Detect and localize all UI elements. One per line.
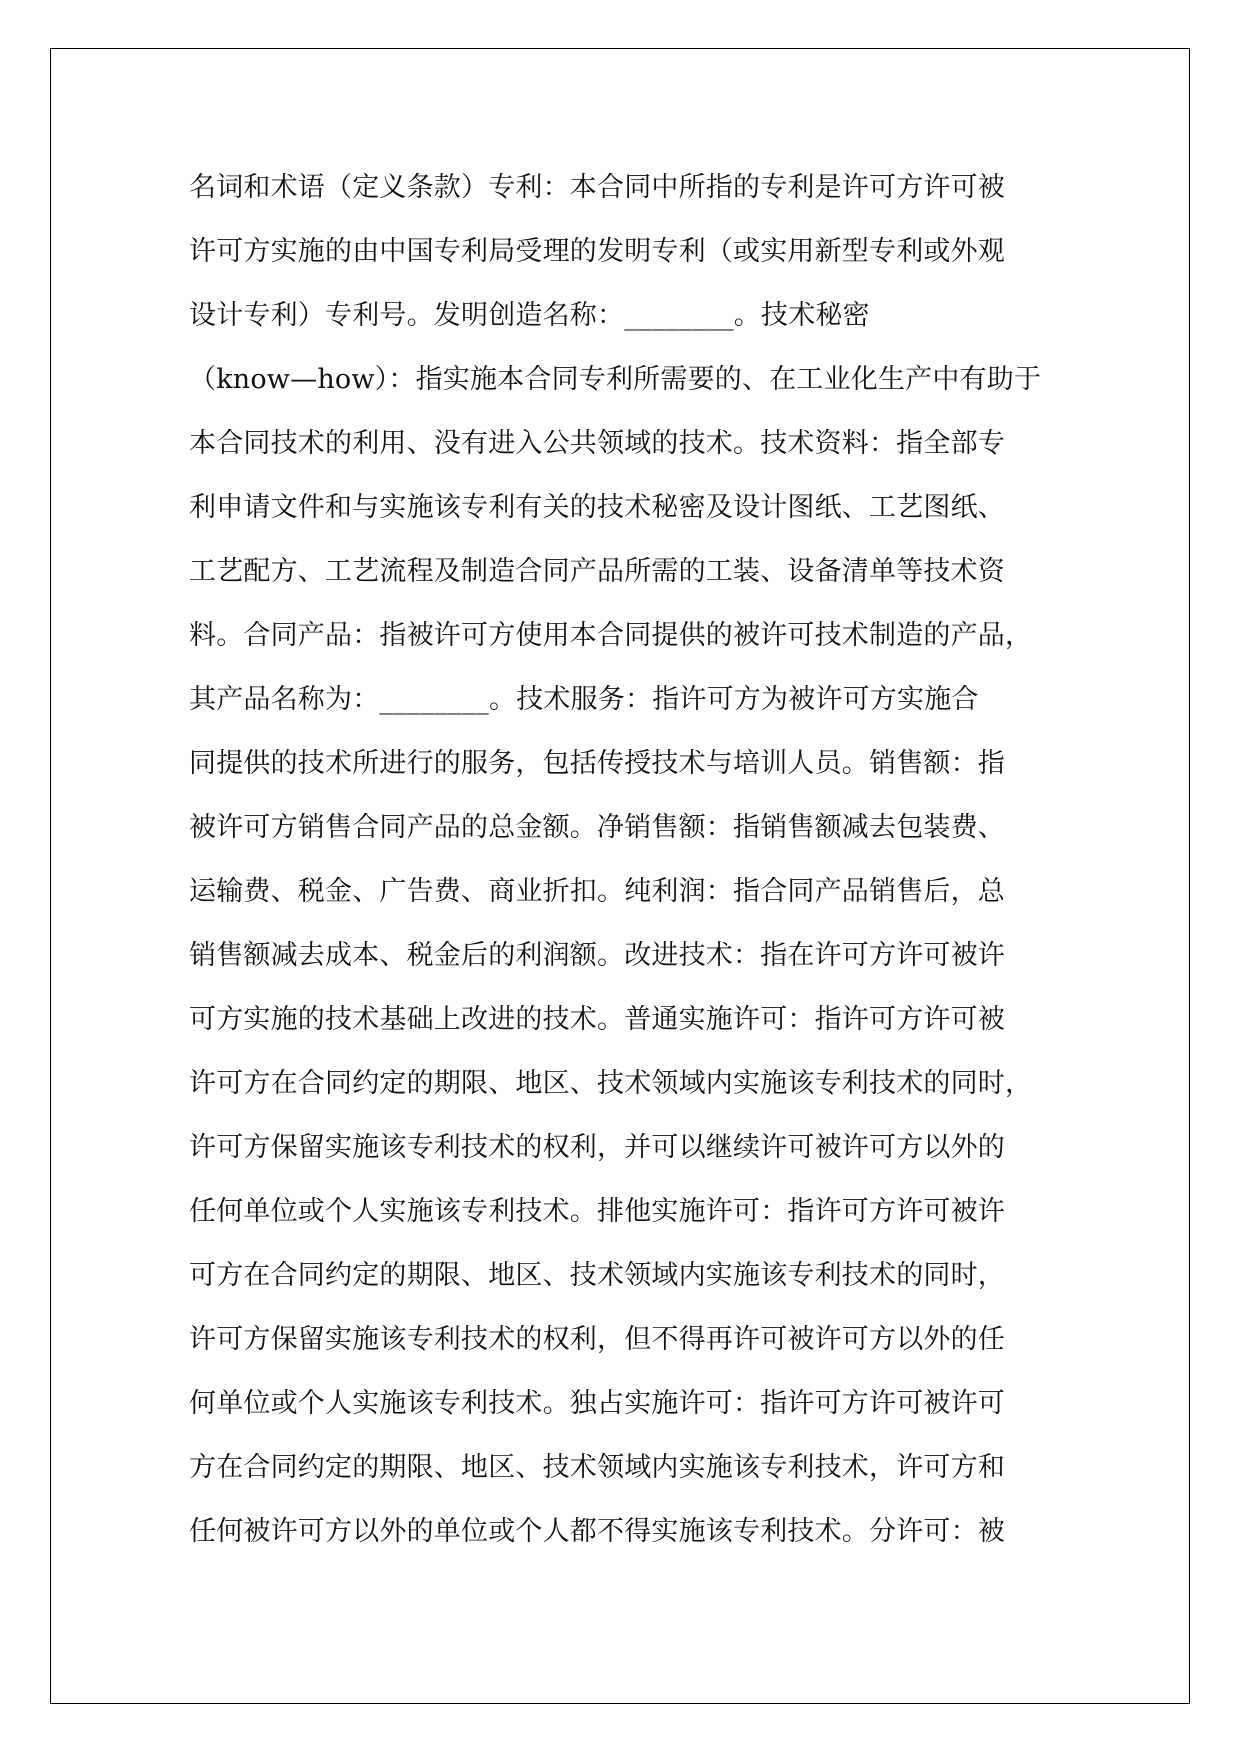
- text-line: 许可方在合同约定的期限、地区、技术领域内实施该专利技术的同时，: [189, 1068, 1033, 1099]
- text-line: 许可方保留实施该专利技术的权利，并可以继续许可被许可方以外的: [189, 1132, 1005, 1163]
- text-line: 料。合同产品：指被许可方使用本合同提供的被许可技术制造的产品，: [189, 620, 1033, 651]
- text-line: （know—how）：指实施本合同专利所需要的、在工业化生产中有助于: [189, 364, 1042, 395]
- text-line: 许可方保留实施该专利技术的权利，但不得再许可被许可方以外的任: [189, 1324, 1005, 1355]
- text-line: 利申请文件和与实施该专利有关的技术秘密及设计图纸、工艺图纸、: [189, 492, 1005, 523]
- text-line: 任何被许可方以外的单位或个人都不得实施该专利技术。分许可：被: [189, 1516, 1005, 1547]
- text-line: 同提供的技术所进行的服务，包括传授技术与培训人员。销售额：指: [189, 748, 1005, 779]
- text-line: 可方实施的技术基础上改进的技术。普通实施许可：指许可方许可被: [189, 1004, 1005, 1035]
- text-line: 许可方实施的由中国专利局受理的发明专利（或实用新型专利或外观: [189, 236, 1005, 267]
- text-line: 运输费、税金、广告费、商业折扣。纯利润：指合同产品销售后，总: [189, 876, 1005, 907]
- text-line: 设计专利）专利号。发明创造名称：________。技术秘密: [189, 300, 870, 331]
- text-line: 本合同技术的利用、没有进入公共领域的技术。技术资料：指全部专: [189, 428, 1005, 459]
- text-line: 方在合同约定的期限、地区、技术领域内实施该专利技术，许可方和: [189, 1452, 1005, 1483]
- text-line: 可方在合同约定的期限、地区、技术领域内实施该专利技术的同时，: [189, 1260, 1005, 1291]
- text-line: 销售额减去成本、税金后的利润额。改进技术：指在许可方许可被许: [189, 940, 1005, 971]
- text-line: 名词和术语（定义条款）专利：本合同中所指的专利是许可方许可被: [189, 172, 1005, 203]
- document-body: [189, 156, 1069, 1564]
- text-line: 何单位或个人实施该专利技术。独占实施许可：指许可方许可被许可: [189, 1388, 1005, 1419]
- text-line: 任何单位或个人实施该专利技术。排他实施许可：指许可方许可被许: [189, 1196, 1005, 1227]
- text-line: 其产品名称为：________。技术服务：指许可方为被许可方实施合: [189, 684, 979, 715]
- text-line: 工艺配方、工艺流程及制造合同产品所需的工装、设备清单等技术资: [189, 556, 1005, 587]
- text-line: 被许可方销售合同产品的总金额。净销售额：指销售额减去包装费、: [189, 812, 1005, 843]
